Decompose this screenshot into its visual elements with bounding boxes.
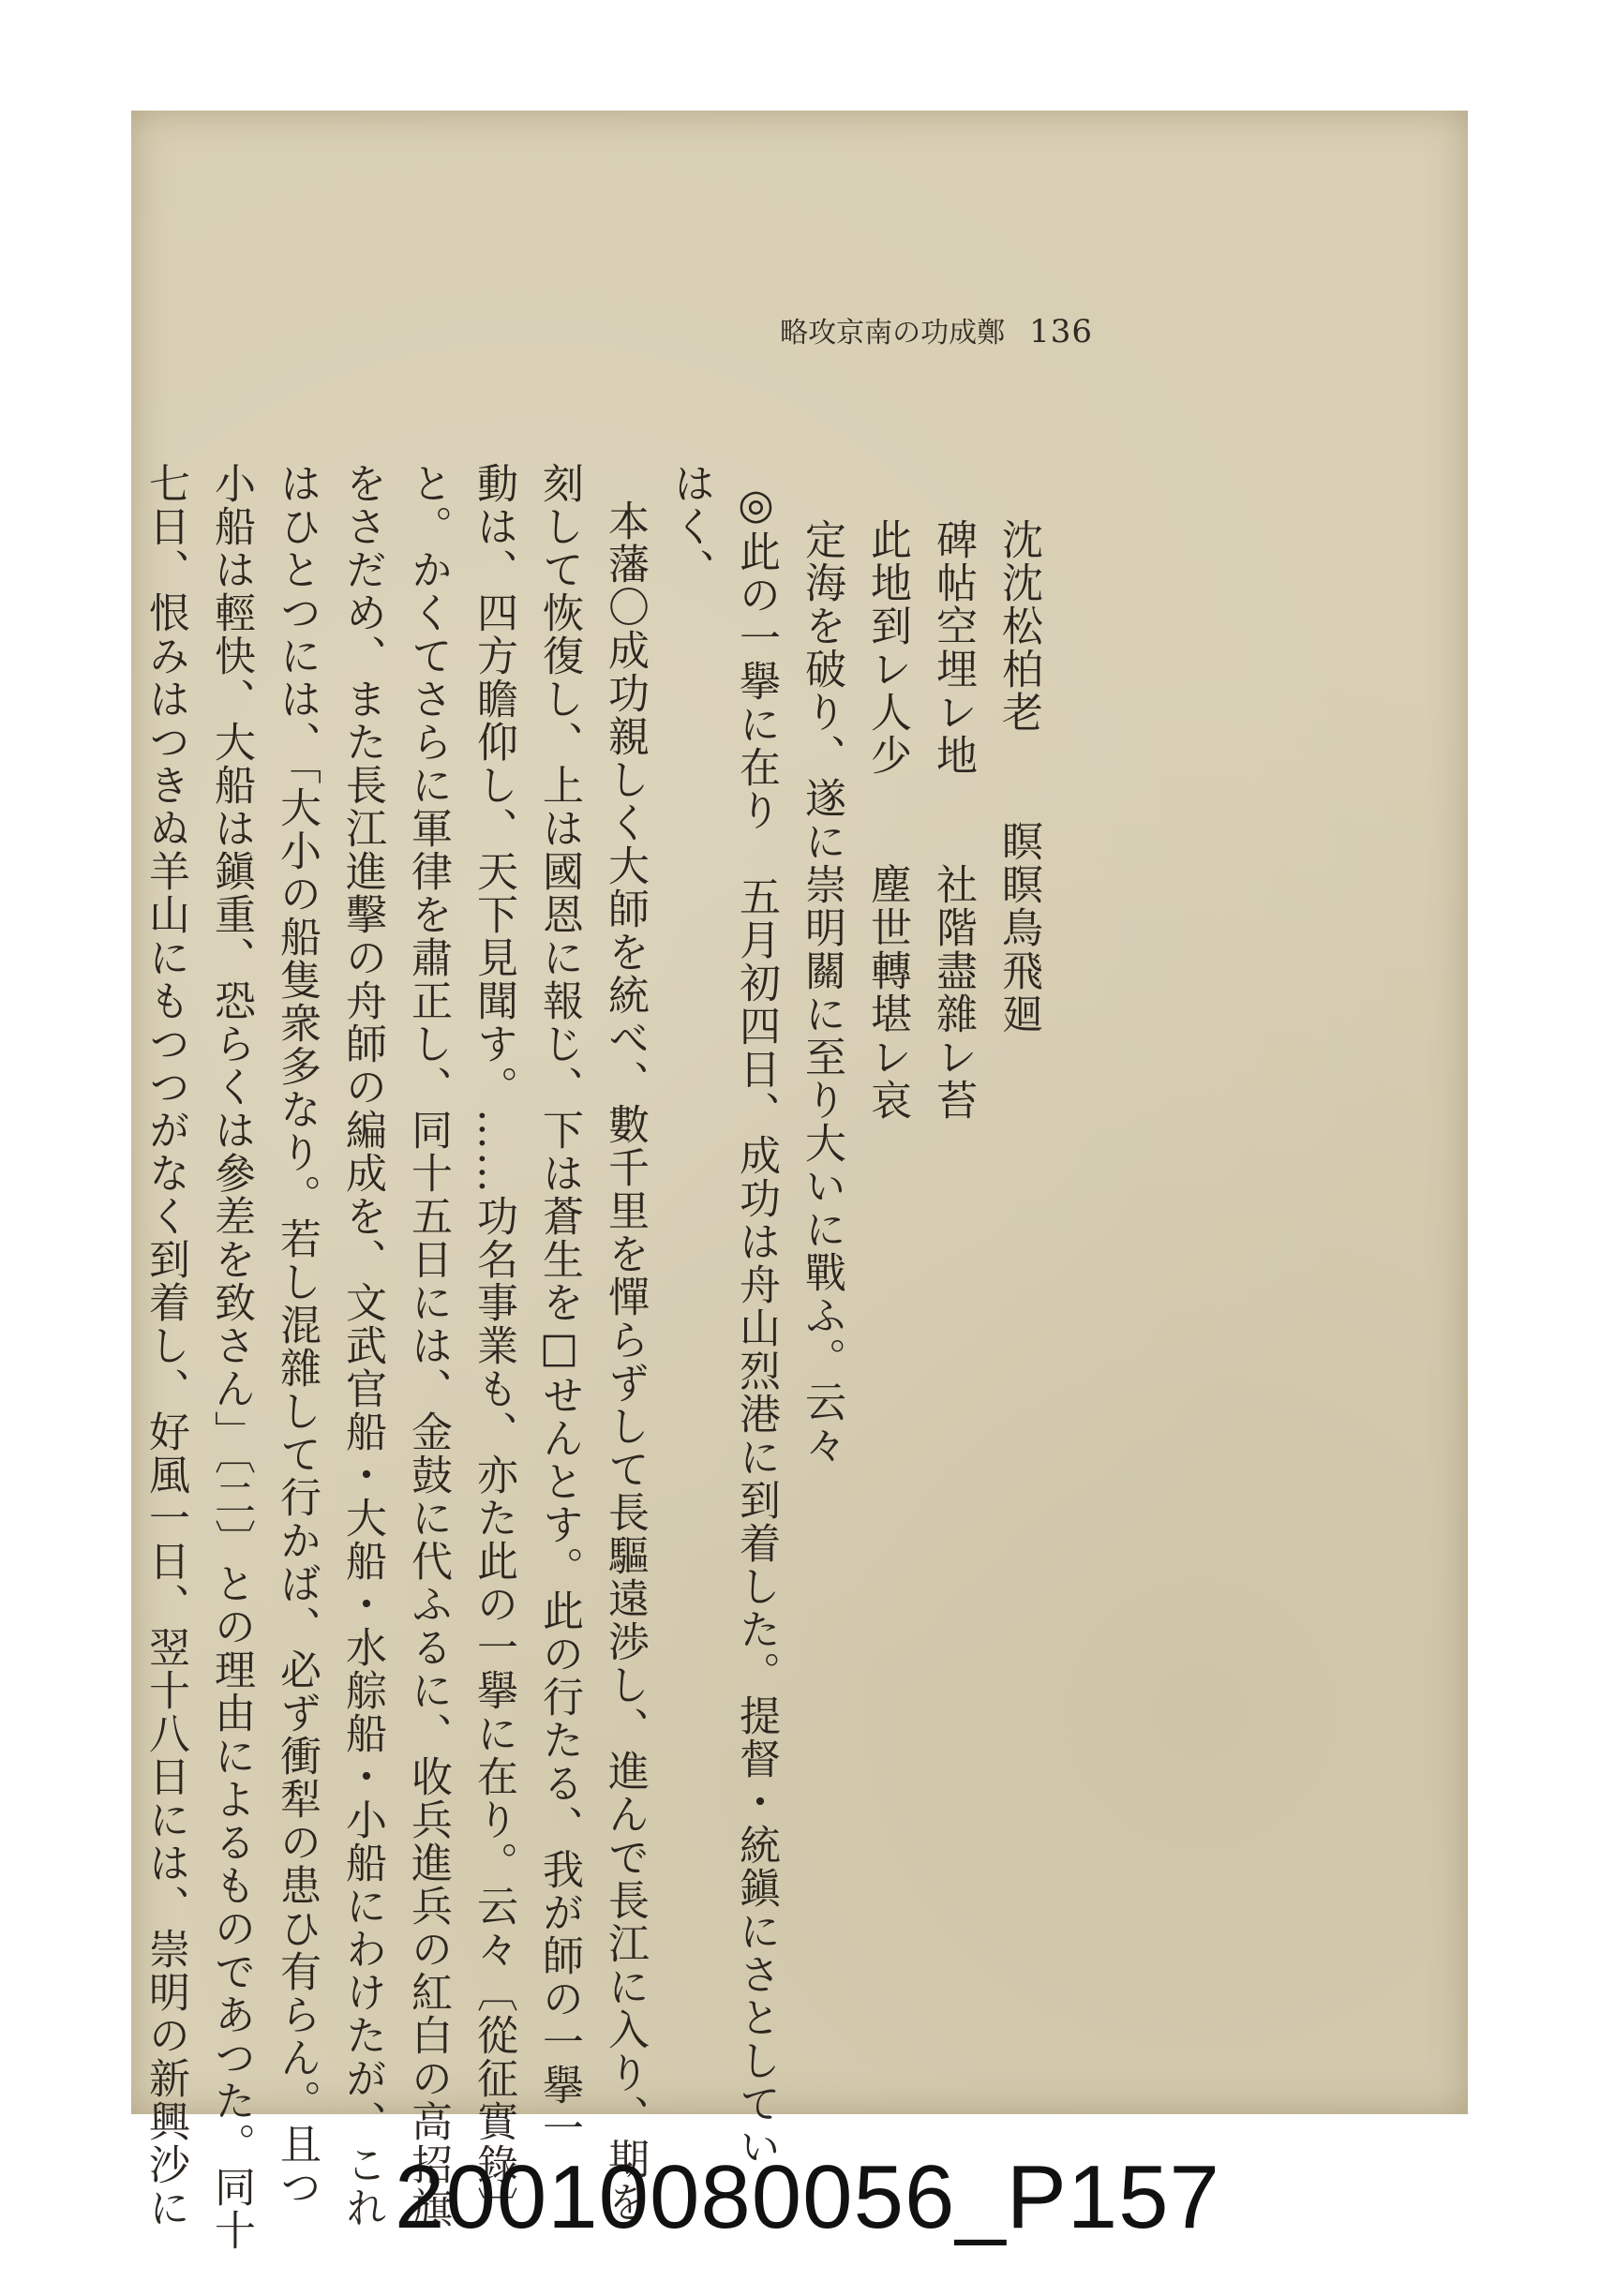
page-header xyxy=(780,309,1093,350)
text-column: 沈沈松柏老 瞑瞑鳥飛廻 xyxy=(994,518,1042,1036)
text-column: 七日、恨みはつきぬ羊山にもつつがなく到着し、好風一日、翌十八日には、崇明の新興沙に xyxy=(142,462,189,2229)
text-column: 動は、四方瞻仰し、天下見聞す。……功名事業も、亦た此の一擧に在り。云々〔從征實錄〕 xyxy=(470,462,517,2229)
text-column: をさだめ、また長江進擊の舟師の編成を、文武官船・大船・水䑸船・小船にわけたが、これ xyxy=(338,462,386,2229)
text-column: ◎此の一擧に在り 五月初四日、成功は舟山烈港に到着した。提督・統鎭にさとしてい xyxy=(732,481,780,2169)
catalog-id: 20010080056_P157 xyxy=(395,2147,1220,2247)
text-column: 此地到レ人少 塵世轉堪レ哀 xyxy=(863,518,911,1122)
text-column: 本藩〇成功親しく大師を統べ、數千里を憚らずして長驅遠渉し、進んで長江に入り、期を xyxy=(601,499,649,2224)
text-column: と。かくてさらに軍律を肅正し、同十五日には、金鼓に代ふるに、收兵進兵の紅白の高招旗 xyxy=(404,462,452,2229)
text-column: はく、 xyxy=(666,462,714,591)
text-column: 定海を破り、遂に崇明關に至り大いに戰ふ。云々 xyxy=(798,518,845,1467)
text-column: 刻して恢復し、上は國恩に報じ、下は蒼生を□せんとす。此の行たる、我が師の一擧一 xyxy=(535,462,583,2150)
running-title: 鄭成功の南京攻略 xyxy=(780,317,1006,350)
vertical-text-block xyxy=(132,462,1051,2252)
text-column: はひとつには、「大小の船隻衆多なり。若し混雜して行かば、必ず衝犁の患ひ有らん。且つ xyxy=(273,462,321,2209)
page-number: 136 xyxy=(1029,313,1093,350)
text-column: 碑帖空埋レ地 社階盡雜レ苔 xyxy=(929,518,977,1122)
text-column: 小船は輕快、大船は鎭重、恐らくは參差を致さん」〔二〕との理由によるものであつた。同十 xyxy=(207,462,255,2252)
